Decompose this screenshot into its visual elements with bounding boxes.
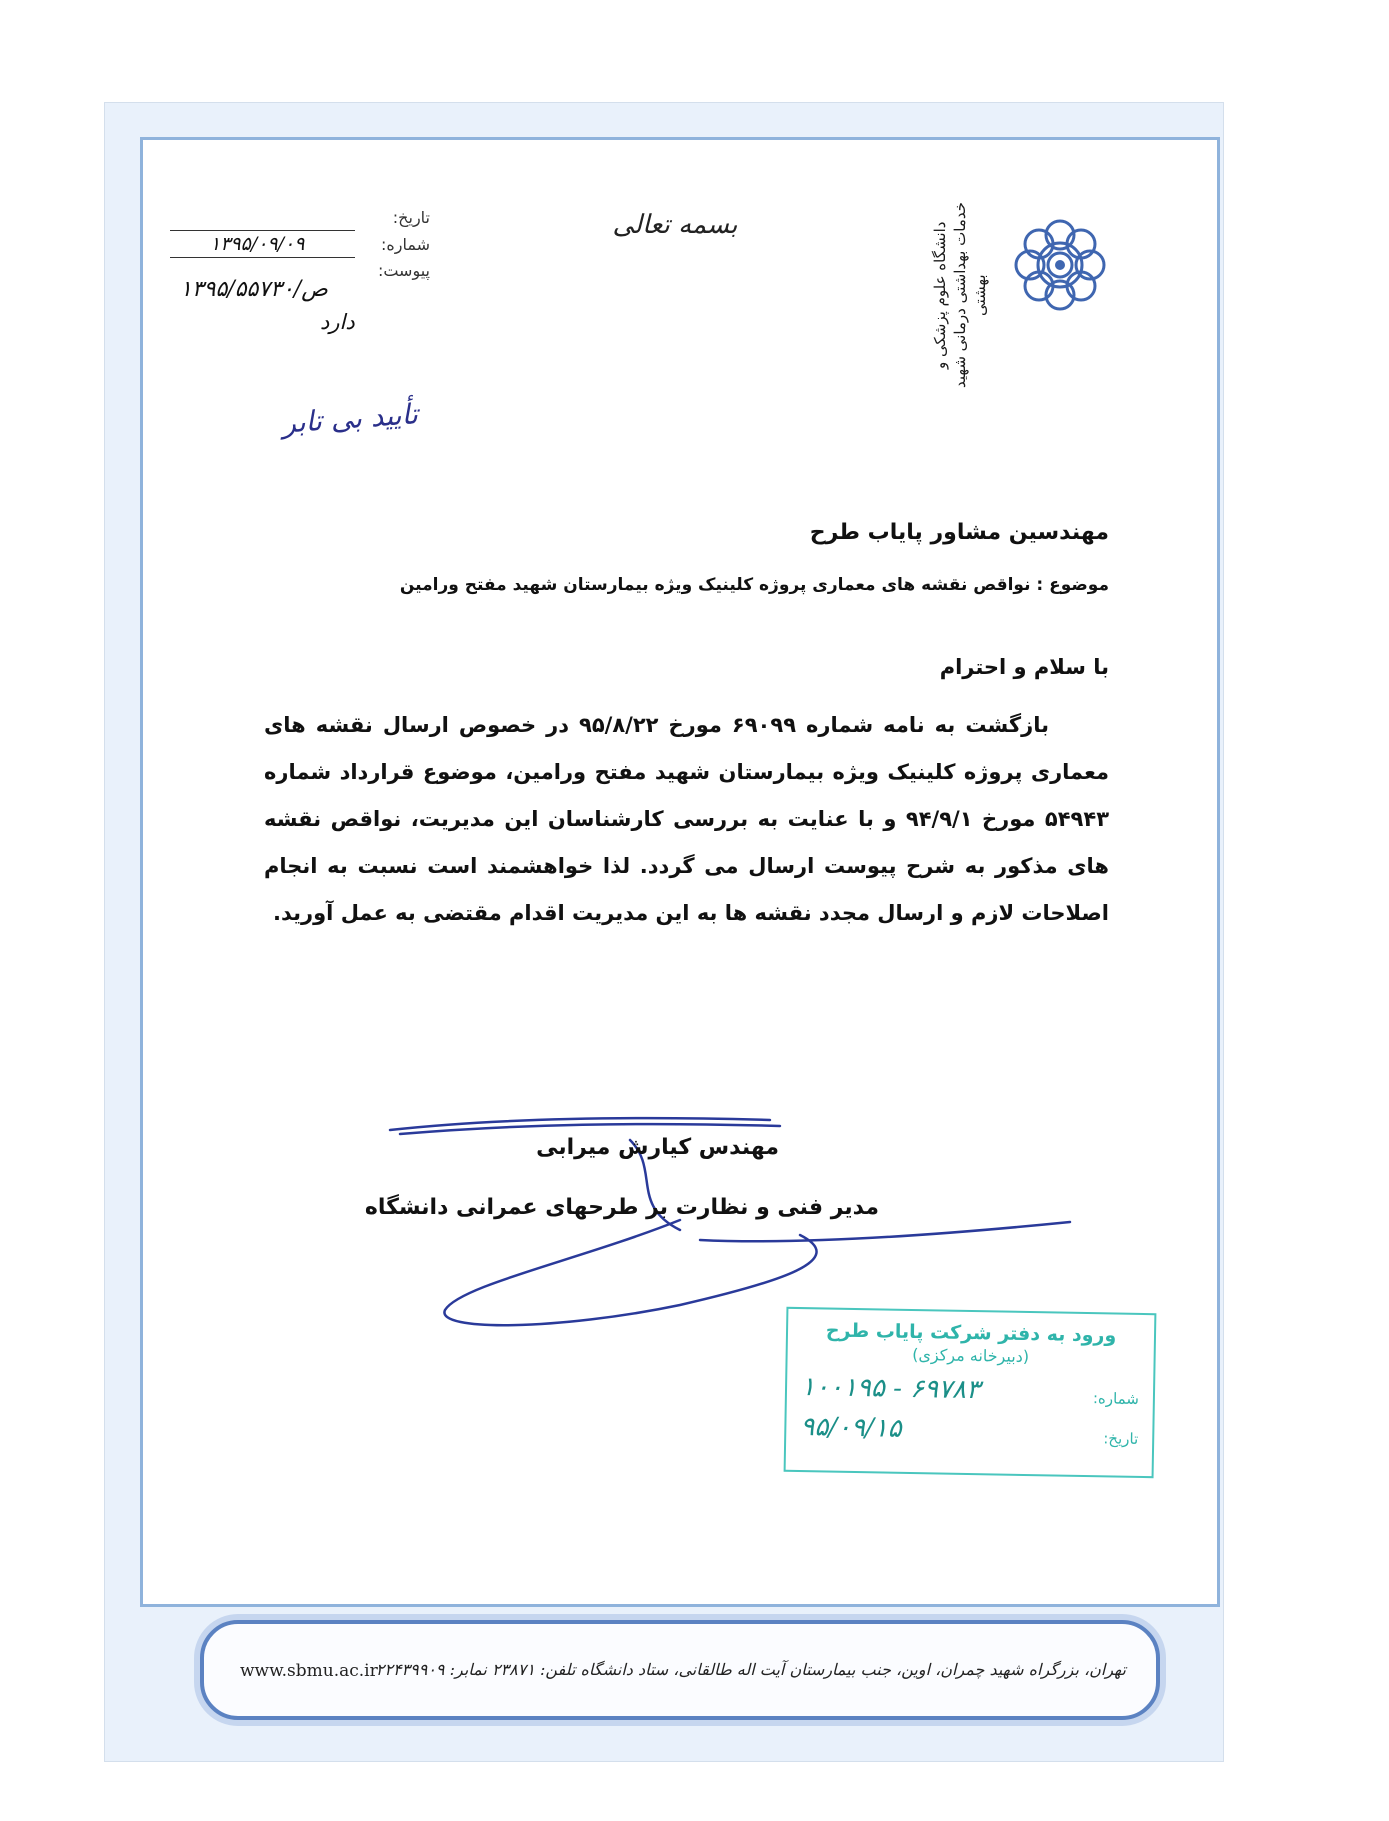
stamp-subtitle: (دبیرخانه مرکزی) xyxy=(912,1344,1030,1367)
stamp-date-value: ۹۵/۰۹/۱۵ xyxy=(800,1412,902,1444)
footer-address: تهران، بزرگراه شهید چمران، اوین، جنب بیمارستان آیت اله طالقانی، ستاد دانشگاه تلفن: ۲۳۸۷۱ نمابر: ۲۲۴۳۹۹۰۹ xyxy=(375,1660,1126,1679)
attachment-status: دارد xyxy=(320,310,355,334)
date-value xyxy=(170,208,355,231)
stamp-number-row xyxy=(787,1372,1153,1408)
attachment-label: پیوست: xyxy=(377,261,430,280)
handwritten-note: تأیید بی تابر xyxy=(281,397,419,440)
letter-metadata xyxy=(170,205,430,284)
stamp-title: ورود به دفتر شرکت پایاب طرح xyxy=(825,1319,1117,1347)
letterhead-footer xyxy=(200,1620,1160,1720)
signatory-title: مدیر فنی و نظارت بر طرحهای عمرانی دانشگاه xyxy=(364,1195,879,1220)
letter-body xyxy=(264,702,1109,937)
stamp-date-row xyxy=(786,1412,1152,1448)
stamp-number-label: شماره: xyxy=(1092,1389,1140,1408)
receipt-stamp xyxy=(784,1307,1157,1478)
signatory-name: مهندس کیارش میرابی xyxy=(536,1135,779,1160)
letter-body-text: بازگشت به نامه شماره ۶۹۰۹۹ مورخ ۹۵/۸/۲۲ در خصوص ارسال نقشه های معماری پروژه کلینیک ویژه بیمارستان شهید مفتح ورامین، موضوع قرارداد شماره ۵۴۹۴۳ مورخ ۹۴/۹/۱ و با عنایت به بررسی کارشناسان این مدیریت، نواقص نقشه های مذکور به شرح پیوست ارسال می گردد. لذا خواهشمند است نسبت به انجام اصلاحات لازم و ارسال مجدد نقشه ها به این مدیریت اقدام مقتضی به عمل آورید. xyxy=(264,713,1110,925)
website-link[interactable]: www.sbmu.ac.ir xyxy=(240,1661,378,1681)
number-row xyxy=(170,231,430,258)
stamp-number-value: ۱۰۰۱۹۵ - ۶۹۷۸۳ xyxy=(800,1372,981,1406)
reference-number: ۱۳۹۵/ص/۵۵۷۳۰ xyxy=(180,277,328,302)
university-logo-icon xyxy=(1000,205,1120,325)
number-label: شماره: xyxy=(380,235,430,254)
recipient: مهندسین مشاور پایاب طرح xyxy=(809,520,1109,545)
number-value: ۱۳۹۵/۰۹/۰۹ xyxy=(170,231,355,258)
subject-line: موضوع : نواقص نقشه های معماری پروژه کلینیک ویژه بیمارستان شهید مفتح ورامین xyxy=(399,575,1109,595)
basmala-heading: بسمه تعالی xyxy=(612,210,738,240)
date-row xyxy=(170,205,430,231)
date-label: تاریخ: xyxy=(392,208,430,227)
greeting: با سلام و احترام xyxy=(939,655,1109,679)
stamp-date-label: تاریخ: xyxy=(1103,1429,1139,1448)
university-name: دانشگاه علوم پزشکی و خدمات بهداشتی درمانی شهید بهشتی xyxy=(931,202,989,388)
